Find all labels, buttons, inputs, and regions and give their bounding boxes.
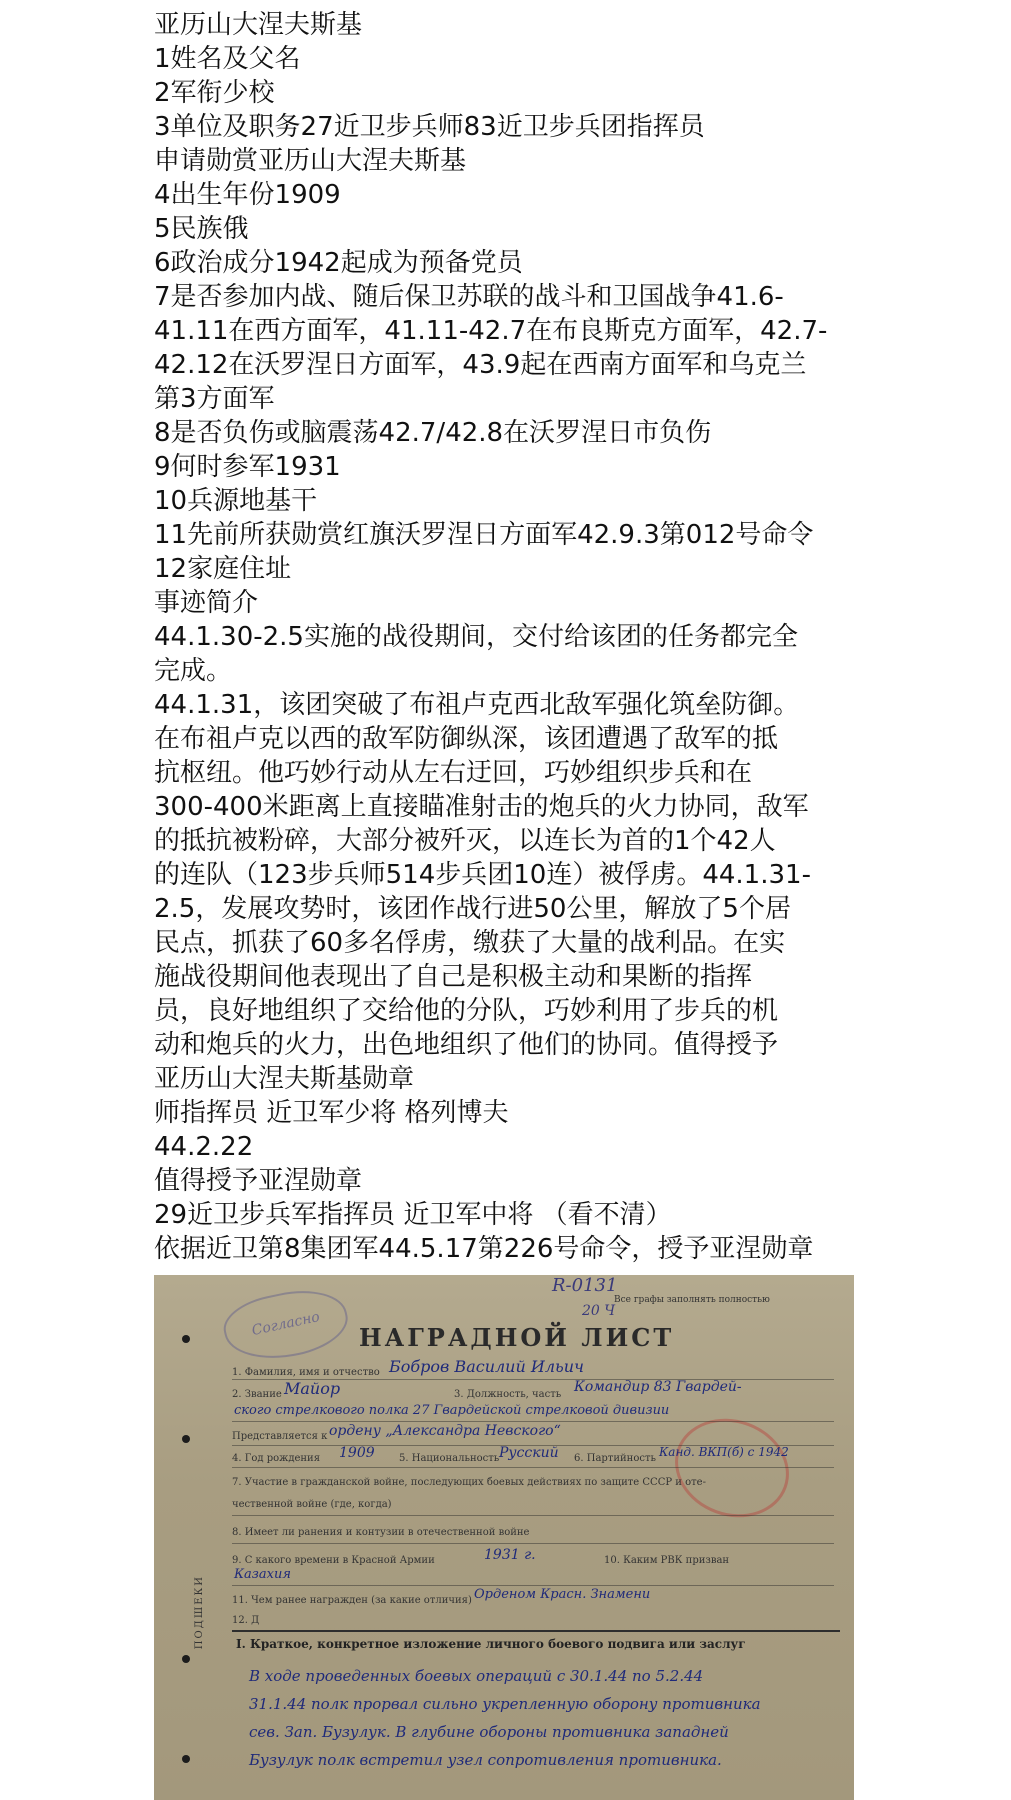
- text-line: 5民族俄: [154, 214, 249, 244]
- scanned-award-document: [154, 1275, 854, 1800]
- text-line: 44.2.22: [154, 1132, 254, 1162]
- form-field: 9. С какого времени в Красной Армии: [232, 1555, 435, 1566]
- text-line: 11先前所获勋赏红旗沃罗涅日方面军42.9.3第012号命令: [154, 520, 814, 550]
- punch-hole: [182, 1435, 190, 1443]
- form-field: 3. Должность, часть: [454, 1389, 562, 1400]
- text-line: 2军衔少校: [154, 78, 275, 108]
- side-label: ПОДШЕКИ: [194, 1575, 205, 1650]
- text-line: 42.12在沃罗涅日方面军，43.9起在西南方面军和乌克兰: [154, 350, 807, 380]
- form-field: 11. Чем ранее награжден (за какие отличия): [232, 1595, 472, 1606]
- punch-hole: [182, 1655, 190, 1663]
- handwritten-corner-note: 20 Ч: [582, 1303, 616, 1319]
- form-rule: [232, 1467, 834, 1468]
- text-line: 9何时参军1931: [154, 452, 341, 482]
- form-rule: [232, 1421, 834, 1422]
- text-line: 3单位及职务27近卫步兵师83近卫步兵团指挥员: [154, 112, 705, 142]
- form-field: 2. Звание: [232, 1389, 282, 1400]
- text-line: 依据近卫第8集团军44.5.17第226号命令，授予亚涅勋章: [154, 1234, 814, 1264]
- handwritten-nationality: Русский: [499, 1445, 559, 1461]
- form-rule: [232, 1515, 834, 1516]
- handwritten-unit: Командир 83 Гвардей-: [574, 1379, 742, 1395]
- text-line: 1姓名及父名: [154, 44, 301, 74]
- text-line: 12家庭住址: [154, 554, 292, 584]
- text-line: 亚历山大涅夫斯基勋章: [154, 1064, 415, 1094]
- text-line: 动和炮兵的火力，出色地组织了他们的协同。值得授予: [154, 1030, 779, 1060]
- text-line: 10兵源地基干: [154, 486, 318, 516]
- form-field: 7. Участие в гражданской войне, последующих боевых действиях по защите СССР и оте-: [232, 1477, 706, 1488]
- text-line: 事迹简介: [154, 588, 259, 618]
- form-field: 1. Фамилия, имя и отчество: [232, 1367, 380, 1378]
- handwritten-award: ордену „Александра Невского“: [329, 1423, 561, 1439]
- text-line: 4出生年份1909: [154, 180, 341, 210]
- form-field: чественной войне (где, когда): [232, 1499, 392, 1510]
- text-line: 第3方面军: [154, 384, 275, 414]
- handwritten-rank: Майор: [284, 1379, 341, 1398]
- narrative-line: сев. Зап. Бузулук. В глубине обороны противника западней: [249, 1723, 729, 1741]
- text-line: 员，良好地组织了交给他的分队，巧妙利用了步兵的机: [154, 996, 779, 1026]
- handwritten-party: Канд. ВКП(б) с 1942: [659, 1445, 789, 1459]
- text-line: 申请勋赏亚历山大涅夫斯基: [154, 146, 467, 176]
- form-field: 6. Партийность: [574, 1453, 656, 1464]
- text-line: 施战役期间他表现出了自己是积极主动和果断的指挥: [154, 962, 753, 992]
- form-field: 12. Д: [232, 1615, 260, 1626]
- form-field: 4. Год рождения: [232, 1453, 321, 1464]
- punch-hole: [182, 1335, 190, 1343]
- text-line: 完成。: [154, 656, 233, 686]
- section-title: I. Краткое, конкретное изложение личного боевого подвига или заслуг: [236, 1637, 746, 1651]
- narrative-line: 31.1.44 полк прорвал сильно укрепленную оборону противника: [249, 1695, 761, 1713]
- text-line: 6政治成分1942起成为预备党员: [154, 248, 523, 278]
- handwritten-name: Бобров Василий Ильич: [389, 1357, 584, 1376]
- form-instruction: Все графы заполнять полностью: [614, 1295, 770, 1305]
- text-line: 民点，抓获了60多名俘虏，缴获了大量的战利品。在实: [154, 928, 786, 958]
- narrative-section: [232, 1630, 840, 1800]
- form-field: Представляется к: [232, 1431, 328, 1442]
- text-line: 的抵抗被粉碎，大部分被歼灭，以连长为首的1个42人: [154, 826, 776, 856]
- text-line: 师指挥员 近卫军少将 格列博夫: [154, 1098, 509, 1128]
- handwritten-rvk: Казахия: [234, 1567, 291, 1582]
- red-pencil-mark: [661, 1403, 803, 1533]
- narrative-line: Бузулук полк встретил узел сопротивления противника.: [249, 1751, 722, 1769]
- text-line: 44.1.30-2.5实施的战役期间，交付给该团的任务都完全: [154, 622, 798, 652]
- handwritten-unit-cont: ского стрелкового полка 27 Гвардейской стрелковой дивизии: [234, 1403, 670, 1418]
- text-line: 8是否负伤或脑震荡42.7/42.8在沃罗涅日市负伤: [154, 418, 712, 448]
- translation-text: [154, 8, 866, 1266]
- text-line: 29近卫步兵军指挥员 近卫军中将 （看不清）: [154, 1200, 672, 1230]
- form-field: 5. Национальность: [399, 1453, 500, 1464]
- text-line: 7是否参加内战、随后保卫苏联的战斗和卫国战争41.6-: [154, 282, 784, 312]
- form-field: 8. Имеет ли ранения и контузии в отечественной войне: [232, 1527, 530, 1538]
- handwritten-prior-award: Орденом Красн. Знамени: [474, 1587, 651, 1602]
- ink-stamp: Согласно: [219, 1281, 354, 1369]
- text-line: 抗枢纽。他巧妙行动从左右迂回，巧妙组织步兵和在: [154, 758, 753, 788]
- form-rule: [232, 1585, 834, 1586]
- narrative-line: В ходе проведенных боевых операций с 30.1.44 по 5.2.44: [249, 1667, 704, 1685]
- archive-number: R-0131: [552, 1275, 618, 1296]
- text-line: 41.11在西方面军，41.11-42.7在布良斯克方面军，42.7-: [154, 316, 828, 346]
- text-line: 在布祖卢克以西的敌军防御纵深，该团遭遇了敌军的抵: [154, 724, 779, 754]
- handwritten-service: 1931 г.: [484, 1547, 536, 1563]
- text-line: 2.5，发展攻势时，该团作战行进50公里，解放了5个居: [154, 894, 791, 924]
- punch-hole: [182, 1755, 190, 1763]
- text-line: 值得授予亚涅勋章: [154, 1166, 363, 1196]
- text-line: 44.1.31，该团突破了布祖卢克西北敌军强化筑垒防御。: [154, 690, 800, 720]
- text-line: 的连队（123步兵师514步兵团10连）被俘虏。44.1.31-: [154, 860, 811, 890]
- form-field: 10. Каким РВК призван: [604, 1555, 730, 1566]
- form-rule: [232, 1543, 834, 1544]
- text-line: 300-400米距离上直接瞄准射击的炮兵的火力协同，敌军: [154, 792, 809, 822]
- document-title: НАГРАДНОЙ ЛИСТ: [359, 1323, 675, 1352]
- handwritten-birth-year: 1909: [339, 1445, 375, 1461]
- text-line: 亚历山大涅夫斯基: [154, 10, 363, 40]
